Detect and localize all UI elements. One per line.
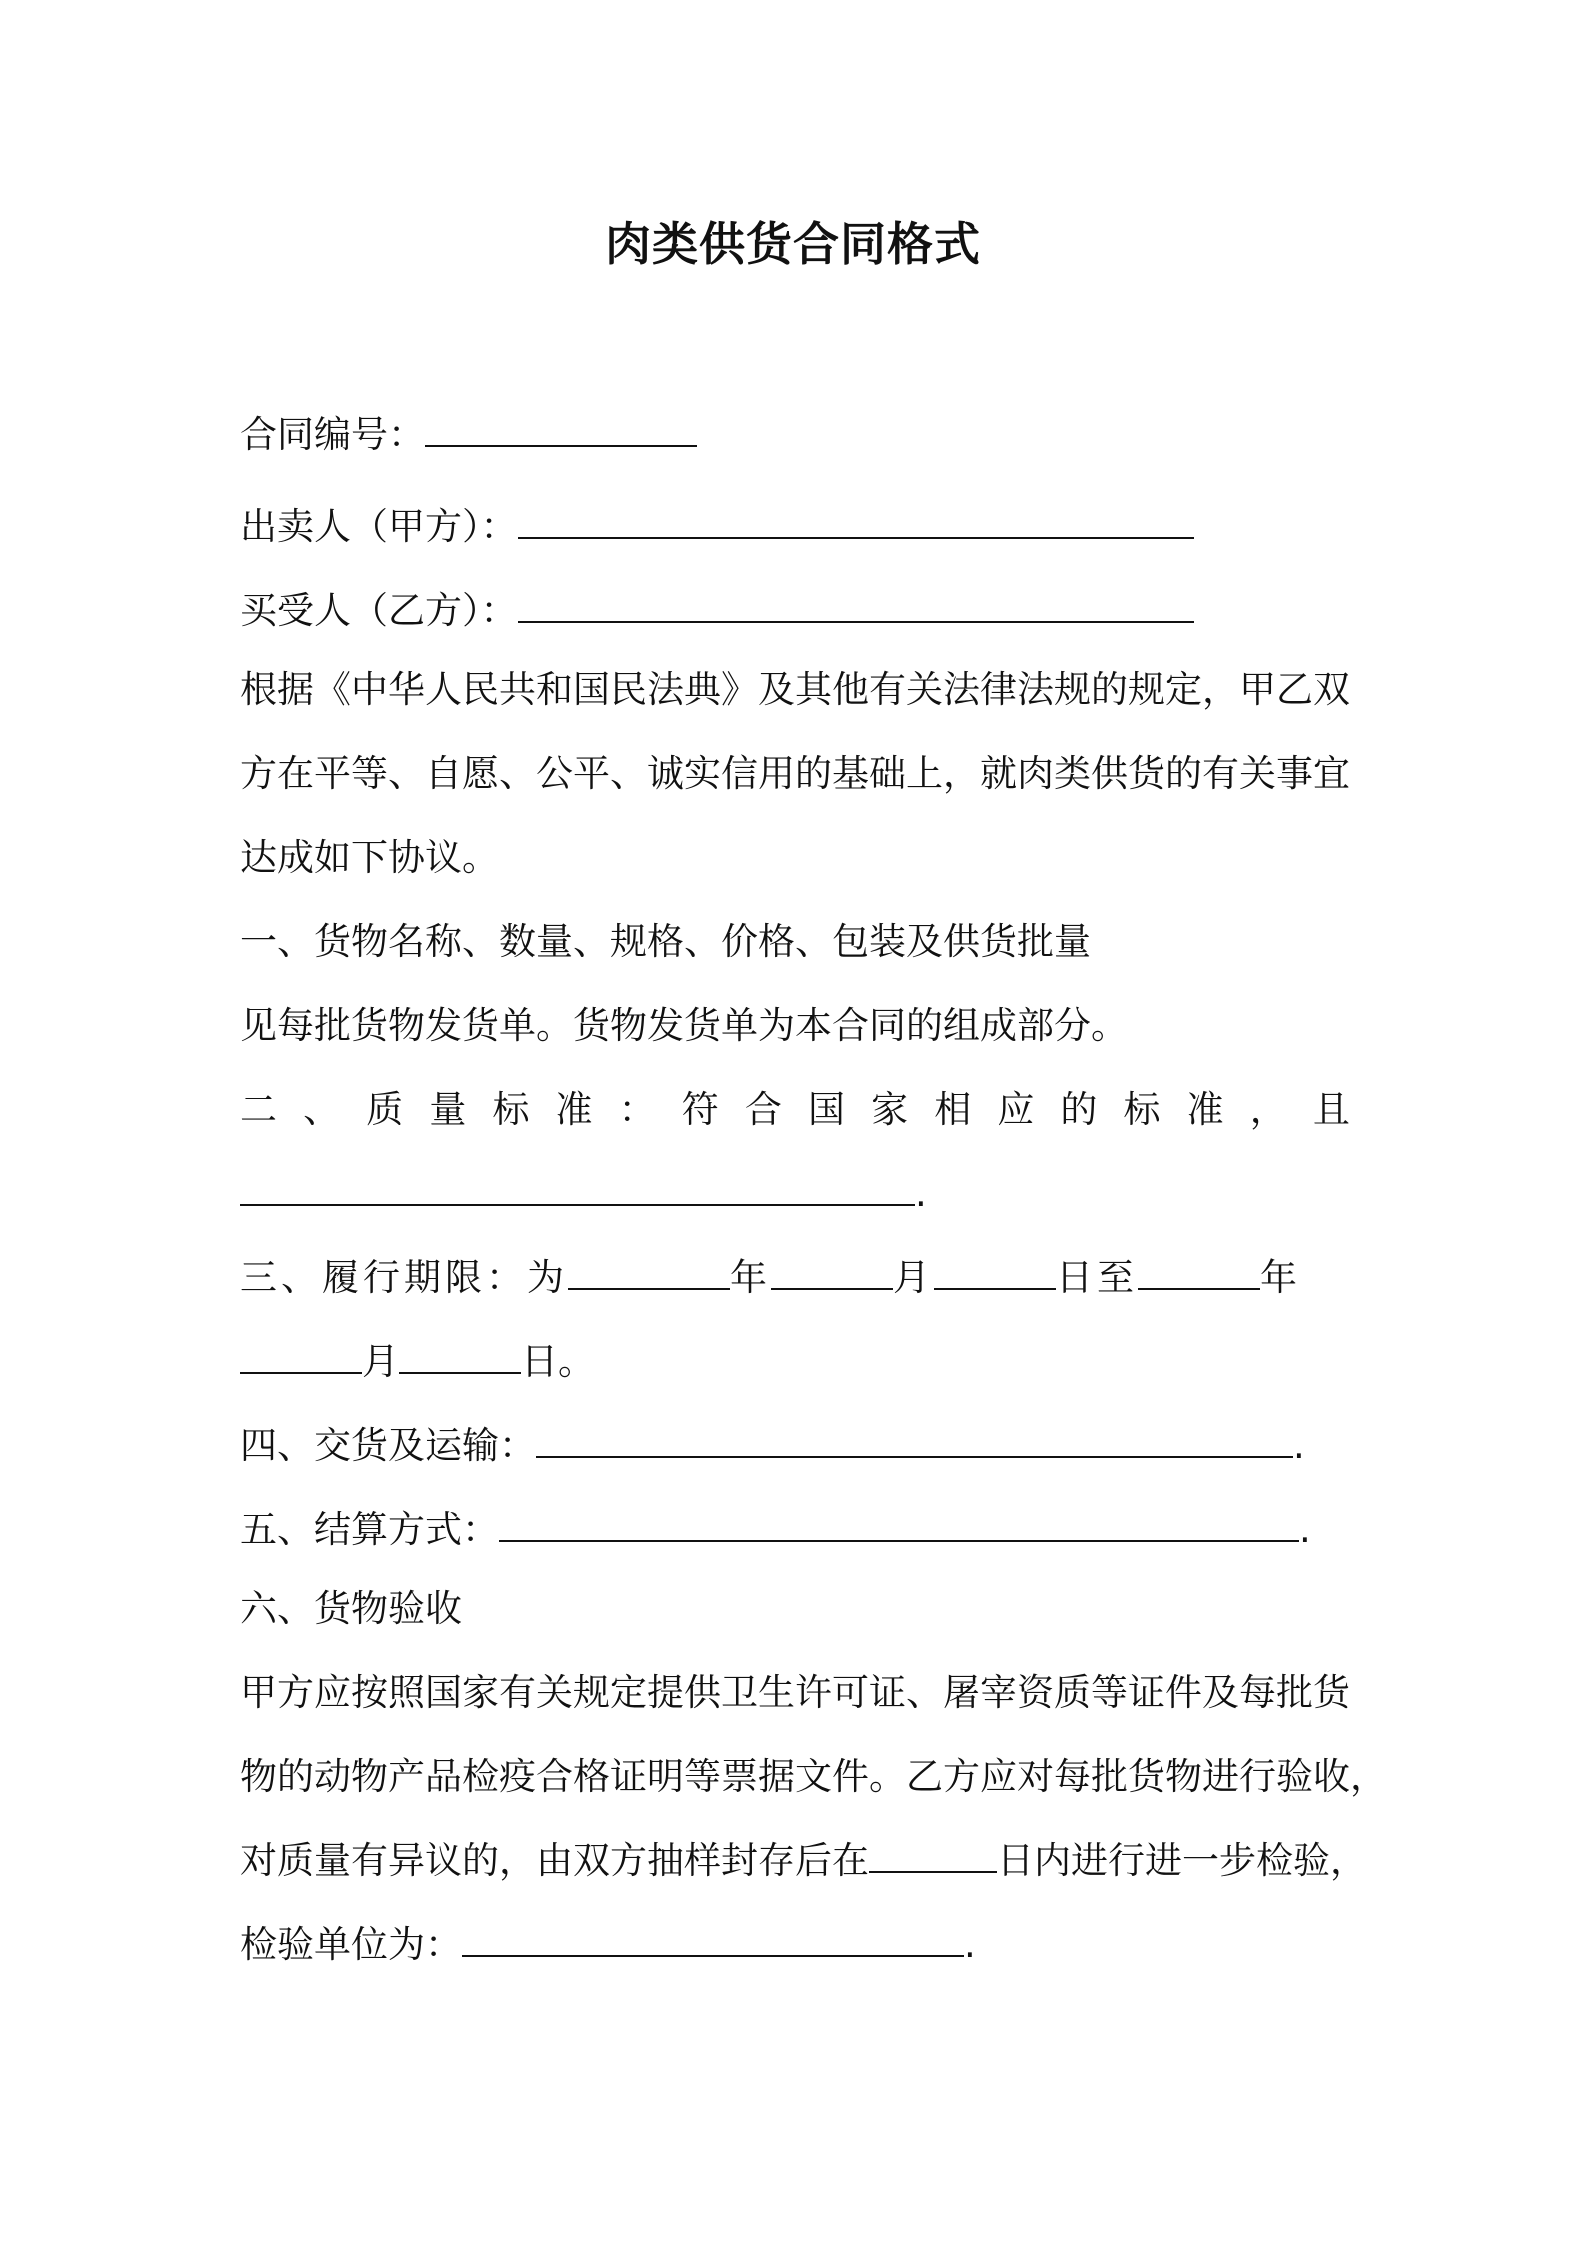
section-2-char: 准: [555, 1088, 593, 1131]
section-2-char: 相: [934, 1088, 972, 1131]
section-5-period: .: [1299, 1508, 1311, 1551]
seller-line: [240, 502, 1360, 552]
start-year-blank[interactable]: [568, 1254, 730, 1290]
section-6-heading: 六、货物验收: [240, 1587, 462, 1630]
section-3-line-2: [240, 1337, 1360, 1387]
section-2-char: 应: [997, 1088, 1035, 1131]
contract-number-blank[interactable]: [425, 411, 697, 447]
section-2-period: .: [915, 1172, 927, 1215]
inspection-unit-label: 检验单位为：: [240, 1923, 462, 1966]
intro-line-3: 达成如下协议。: [240, 836, 499, 879]
section-1-text: 见每批货物发货单。货物发货单为本合同的组成部分。: [240, 1004, 1128, 1047]
section-6-line-3-end: 日内进行进一步检验，: [997, 1839, 1367, 1882]
section-4-label: 四、交货及运输：: [240, 1424, 536, 1467]
end-year-label: 年: [1260, 1256, 1301, 1299]
section-2-char: 质: [366, 1088, 404, 1131]
inspection-days-blank[interactable]: [869, 1837, 997, 1873]
inspection-unit-line: [240, 1920, 1360, 1970]
section-4-line: [240, 1421, 1360, 1471]
section-2-char: 标: [1123, 1088, 1161, 1131]
quality-standard-blank[interactable]: [240, 1170, 915, 1206]
section-2-char: 合: [744, 1088, 782, 1131]
end-year-blank[interactable]: [1138, 1254, 1260, 1290]
section-2-char: ：: [618, 1088, 656, 1131]
seller-label: 出卖人（甲方）：: [240, 505, 518, 548]
section-2-char: 量: [429, 1088, 467, 1131]
intro-line-2: 方在平等、自愿、公平、诚实信用的基础上，就肉类供货的有关事宜: [240, 752, 1350, 795]
buyer-line: [240, 586, 1360, 636]
end-month-label: 月: [362, 1340, 399, 1383]
section-6-line-3: [240, 1836, 1367, 1886]
section-2-char: 符: [681, 1088, 719, 1131]
section-3-line-1: [240, 1253, 1360, 1303]
section-6-line-1: 甲方应按照国家有关规定提供卫生许可证、屠宰资质等证件及每批货: [240, 1671, 1350, 1714]
section-1-heading: 一、货物名称、数量、规格、价格、包装及供货批量: [240, 920, 1091, 963]
end-month-blank[interactable]: [240, 1338, 362, 1374]
intro-line-1: 根据《中华人民共和国民法典》及其他有关法律法规的规定，甲乙双: [240, 668, 1350, 711]
section-2-char: 准: [1186, 1088, 1224, 1131]
end-day-label: 日。: [521, 1340, 595, 1383]
section-3-label: 三、履行期限：为: [240, 1256, 568, 1299]
document-title: 肉类供货合同格式: [605, 217, 981, 271]
inspection-unit-period: .: [964, 1923, 976, 1966]
section-2-blank-line: [240, 1169, 1360, 1219]
section-5-label: 五、结算方式：: [240, 1508, 499, 1551]
start-month-blank[interactable]: [771, 1254, 893, 1290]
section-2-char: ，: [1249, 1088, 1287, 1131]
start-day-label: 日至: [1056, 1256, 1138, 1299]
contract-number-label: 合同编号：: [240, 413, 425, 456]
start-day-blank[interactable]: [934, 1254, 1056, 1290]
section-6-line-3-start: 对质量有异议的，由双方抽样封存后在: [240, 1839, 869, 1882]
section-2-char: 家: [871, 1088, 909, 1131]
buyer-label: 买受人（乙方）：: [240, 589, 518, 632]
section-2-char: 、: [303, 1088, 341, 1131]
buyer-blank[interactable]: [518, 587, 1194, 623]
contract-number-line: [240, 410, 1360, 460]
section-2-char: 国: [807, 1088, 845, 1131]
inspection-unit-blank[interactable]: [462, 1921, 964, 1957]
section-2-heading: [240, 1085, 1350, 1135]
section-6-line-2: 物的动物产品检疫合格证明等票据文件。乙方应对每批货物进行验收，: [240, 1755, 1387, 1798]
section-2-char: 二: [240, 1088, 277, 1131]
start-month-label: 月: [893, 1256, 934, 1299]
section-5-line: [240, 1505, 1360, 1555]
section-4-period: .: [1293, 1424, 1305, 1467]
settlement-method-blank[interactable]: [499, 1506, 1299, 1542]
seller-blank[interactable]: [518, 503, 1194, 539]
section-2-char: 且: [1312, 1088, 1350, 1131]
end-day-blank[interactable]: [399, 1338, 521, 1374]
start-year-label: 年: [730, 1256, 771, 1299]
section-2-char: 标: [492, 1088, 530, 1131]
delivery-transport-blank[interactable]: [536, 1422, 1293, 1458]
section-2-char: 的: [1060, 1088, 1098, 1131]
